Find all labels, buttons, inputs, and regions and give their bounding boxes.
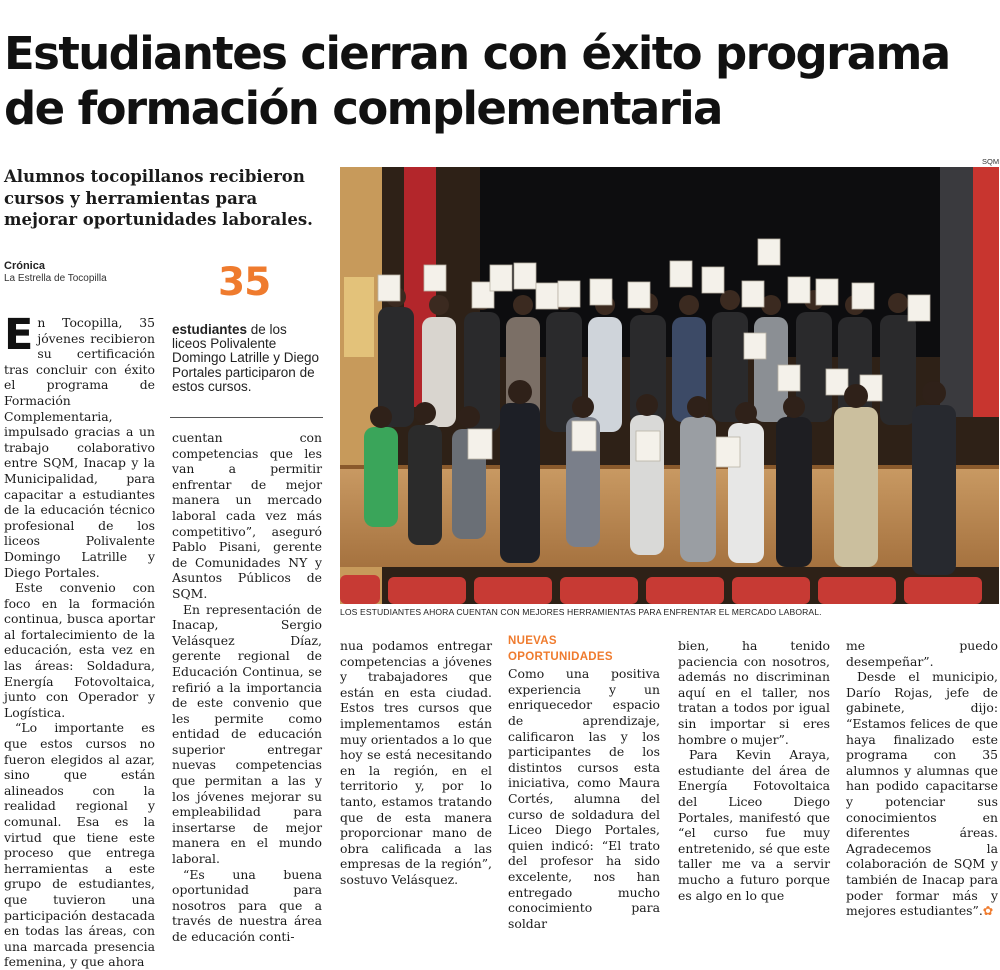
right-pillar [940, 167, 973, 417]
photo-caption: LOS ESTUDIANTES AHORA CUENTAN CON MEJORES HERRAMIENTAS PARA ENFRENTAR EL MERCADO LABORAL. [340, 607, 822, 617]
end-mark-icon: ✿ [982, 903, 994, 919]
paragraph: nua podamos entregar competencias a jóvenes y trabajadores que están en esta ciudad. Estos tres cursos que implementamos están muy orientados a lo que hoy se está necesitando en la región, en el territorio y, por lo tanto, estamos tratando que de esta manera proporcionar mano de obra calificada a las empresas de la región”, sostuvo Velásquez. [340, 638, 492, 887]
article-column-5 [678, 638, 830, 903]
paragraph: cuentan con competencias que les van a permitir enfrentar de mejor manera un mercado laboral cada vez más competitivo”, aseguró Pablo Pisani, gerente de Comunidades NY y Asuntos Públicos de SQM. [172, 430, 322, 601]
photo-credit: SQM [982, 157, 1000, 166]
paragraph: me puedo desempeñar”. [846, 638, 998, 669]
article-column-6 [846, 638, 998, 919]
headline-line-2: de formación complementaria [4, 82, 722, 135]
seat-row [340, 575, 982, 604]
paragraph: En representación de Inacap, Sergio Velásquez Díaz, gerente regional de Educación Continua, se refirió a la importancia de este convenio que les permite como entidad de educación superior entregar nuevas competencias que permitan a las y los jóvenes mejorar su empleabilidad para insertarse de mejor manera en el mundo laboral. [172, 601, 322, 867]
paragraph-text: n Tocopilla, 35 jóvenes recibieron su certificación tras concluir con éxito el programa de Formación Complementaria, impulsado gracias a un trabajo colaborativo entre SQM, Inacap y la Municipalidad, para capacitar a estudiantes de la educación técnico profesional de los liceos Polivalente Domingo Latrille y Diego Portales. [4, 315, 155, 580]
headline [4, 26, 999, 136]
callout-divider [170, 417, 323, 418]
highlight-text [172, 323, 322, 394]
paragraph: “Es una buena oportunidad para nosotros para que a través de nuestra área de educación conti- [172, 866, 322, 944]
paragraph: Para Kevin Araya, estudiante del área de Energía Fotovoltaica del Liceo Diego Portales, manifestó que “el curso fue muy entretenido, sé que este taller me va a servir mucho a futuro porque es algo en lo que [678, 747, 830, 903]
highlight-number: 35 [218, 260, 271, 305]
source-label: La Estrella de Tocopilla [4, 273, 107, 284]
paragraph: bien, ha tenido paciencia con nosotros, además no discriminan aquí en el taller, nos tratan a todos por igual sin importar si eres hombre o mujer”. [678, 638, 830, 747]
paragraph-text: Desde el municipio, Darío Rojas, jefe de gabinete, dijo: “Estamos felices de que haya finalizado este programa con 35 alumnos y alumnas que han podido capacitarse y potenciar sus conocimientos en diferentes áreas. Agradecemos la colaboración de SQM y también de Inacap para poder formar más y mejores estudiantes”. [846, 669, 998, 919]
highlight-rest: de los liceos Polivalente Domingo Latrille y Diego Portales participaron de estos cursos. [172, 322, 320, 394]
paragraph [4, 310, 155, 580]
paragraph: “Lo importante es que estos cursos no fueron elegidos al azar, sino que están alineados con la realidad regional y comunal. Esa es la virtud que tiene este proceso que entrega herramientas a este grupo de estudiantes, que tuvieron una participación destacada en todas las áreas, con una marcada presencia femenina, y que ahora [4, 720, 155, 970]
article-column-3 [340, 638, 492, 888]
highlight-bold: estudiantes [172, 322, 248, 337]
article-photo [340, 167, 999, 604]
drop-cap: E [4, 310, 34, 360]
section-label: Crónica [4, 260, 45, 272]
paragraph: Como una positiva experiencia y un enriquecedor espacio de aprendizaje, calificaron las y los participantes de los distintos cursos esta iniciativa, como Maura Cortés, alumna del curso de soldadura del Liceo Diego Portales, quien indicó: “El trato del profesor ha sido excelente, nos han entregado mucho conocimiento para soldar [508, 666, 660, 931]
article-column-2 [172, 430, 322, 945]
article-column-4 [508, 634, 660, 931]
headline-line-1: Estudiantes cierran con éxito programa [4, 27, 950, 80]
article-column-1 [4, 310, 155, 970]
paragraph [846, 669, 998, 919]
right-curtain [973, 167, 999, 417]
subheading: Alumnos tocopillanos recibieron cursos y herramientas para mejorar oportunidades laborales. [4, 167, 313, 229]
paragraph: Este convenio con foco en la formación continua, busca aportar al fortalecimiento de la educación, esta vez en las áreas: Soldadura, Energía Fotovoltaica, junto con Operador y Logística. [4, 580, 155, 720]
section-subtitle: NUEVAS OPORTUNIDADES [508, 635, 613, 663]
